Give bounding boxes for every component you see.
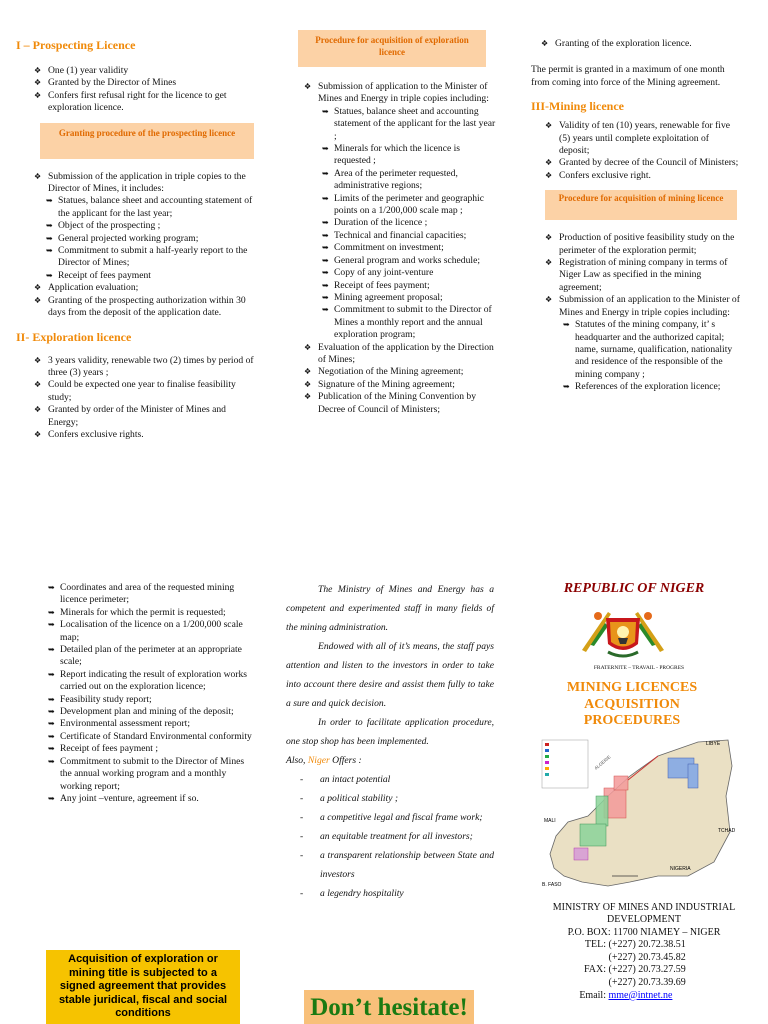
also-line (286, 751, 494, 770)
column-2 (298, 30, 496, 416)
map-label-mali: MALI (544, 817, 556, 824)
list-item: ➥ General projected working program; (46, 233, 256, 245)
email-line (574, 990, 768, 1003)
column-1 (16, 38, 256, 441)
list-item: ❖ Application evaluation; (34, 282, 256, 294)
list-item: ➥ Commitment to submit to the Director of Mines the annual working program and a monthly working report; (48, 756, 258, 793)
list-item: ❖ Could be expected one year to finalise feasibility study; (34, 379, 256, 404)
exploration-title: II- Exploration licence (16, 329, 132, 344)
list-item: ❖ Granted by order of the Minister of Mines and Energy; (34, 404, 256, 429)
prospecting-procedure-box: Granting procedure of the prospecting licence (40, 123, 254, 159)
mining-licence-sub-list (48, 582, 258, 805)
also-prefix: Also, (286, 755, 306, 766)
list-item: ❖ Publication of the Mining Convention by Decree of Council of Ministers; (304, 391, 496, 416)
exploration-procedure-box: Procedure for acquisition of exploration licence (298, 30, 486, 67)
offer-text: a legendry hospitality (320, 888, 404, 899)
list-item: ➥ Receipt of fees payment; (322, 280, 496, 292)
list-item: ❖ Production of positive feasibility study on the perimeter of the exploration permit; (545, 232, 741, 257)
ministry-name: MINISTRY OF MINES AND INDUSTRIAL DEVELOPMENT (552, 901, 736, 926)
prospecting-procedure-list (34, 171, 256, 196)
list-item: ➥ Feasibility study report; (48, 694, 258, 706)
mining-licences-heading: MINING LICENCES ACQUISITION PROCEDURES (566, 680, 698, 728)
list-item: ➥ Receipt of fees payment (46, 270, 256, 282)
fax-line-2 (574, 977, 768, 990)
list-item: ➥ Limits of the perimeter and geographic points on a 1/200,000 scale map ; (322, 193, 496, 218)
exploration-sub-list (322, 106, 496, 342)
mining-bullets (545, 120, 741, 182)
list-item: ➥ Object of the prospecting ; (46, 220, 256, 232)
tel-line-2 (574, 952, 768, 965)
column-6 (520, 580, 768, 1002)
list-item: ➥ Copy of any joint-venture (322, 267, 496, 279)
list-item: ➥ Commitment to submit to the Director of Mines a monthly report and the annual exploration program; (322, 304, 496, 341)
list-item: ➥ Area of the perimeter requested, administrative regions; (322, 168, 496, 193)
mining-steps (545, 232, 741, 319)
map-label-bfaso: B. FASO (542, 881, 562, 888)
list-item: ➥ Coordinates and area of the requested mining licence perimeter; (48, 582, 258, 607)
list-item: ❖ Confers first refusal right for the licence to get exploration licence. (34, 90, 256, 115)
exploration-bullets (34, 355, 256, 442)
list-item: ❖ Granting of the exploration licence. (541, 38, 741, 50)
email-link[interactable]: mme@intnet.ne (608, 989, 673, 1001)
list-item: ❖ Confers exclusive right. (545, 170, 741, 182)
exploration-tail-list (304, 342, 496, 416)
map-label-tchad: TCHAD (718, 827, 736, 834)
list-item: ❖ Registration of mining company in terms of Niger Law as specified in the mining agreement; (545, 257, 741, 294)
mining-sub-list (563, 319, 741, 393)
staff-paragraph: The Ministry of Mines and Energy has a competent and experimented staff in many fields of the mining administration. (286, 584, 494, 633)
offer-text: a competitive legal and fiscal frame work; (320, 812, 483, 823)
list-item: ➥ Development plan and mining of the deposit; (48, 706, 258, 718)
tel-number-1: (+227) 20.72.38.51 (608, 939, 686, 951)
list-item: ➥ Environmental assessment report; (48, 718, 258, 730)
list-item: - a legendry hospitality (300, 888, 404, 899)
fax-line-1 (574, 964, 768, 977)
list-item: ➥ General program and works schedule; (322, 255, 496, 267)
tel-line-1 (574, 939, 768, 952)
tel-label: TEL: (584, 939, 606, 951)
list-item: ❖ Submission of the application in triple copies to the Director of Mines, it includes: (34, 171, 256, 196)
contact-block (520, 939, 768, 1002)
list-item: ➥ Detailed plan of the perimeter at an appropriate scale; (48, 644, 258, 669)
list-item: - a competitive legal and fiscal frame work; (300, 812, 483, 823)
fax-number-2: (+227) 20.73.39.69 (608, 977, 686, 989)
mining-title: III-Mining licence (531, 99, 624, 114)
republic-title: REPUBLIC OF NIGER (563, 581, 705, 596)
list-item: ➥ Localisation of the licence on a 1/200,000 scale map; (48, 619, 258, 644)
list-item: ❖ Confers exclusive rights. (34, 429, 256, 441)
list-item: ❖ Submission of application to the Minister of Mines and Energy in triple copies including: (304, 81, 496, 106)
list-item: - a political stability ; (300, 793, 399, 804)
list-item: ❖ Granted by decree of the Council of Ministers; (545, 157, 741, 169)
coat-of-arms-icon (578, 604, 668, 660)
prospecting-title: I – Prospecting Licence (16, 38, 136, 52)
fax-number-1: (+227) 20.73.27.59 (608, 964, 686, 976)
list-item: ➥ Statues, balance sheet and accounting statement of the applicant for the last year ; (322, 106, 496, 143)
dont-hesitate-banner: Don’t hesitate! (304, 990, 474, 1024)
offer-text: a political stability ; (320, 793, 399, 804)
list-item: ➥ Report indicating the result of exploration works carried out on the exploration licence; (48, 669, 258, 694)
granting-list (541, 38, 741, 50)
column-5 (286, 580, 494, 903)
list-item: ➥ Minerals for which the permit is requested; (48, 607, 258, 619)
list-item: - a transparent relationship between State and investors (300, 850, 494, 880)
prospecting-bullets (34, 65, 256, 115)
list-item: - an intact potential (300, 774, 391, 785)
list-item: ➥ Commitment on investment; (322, 242, 496, 254)
prospecting-sub-list (46, 195, 256, 282)
column-3 (531, 38, 741, 394)
list-item: ➥ Statues, balance sheet and accounting statement of the applicant for the last year; (46, 195, 256, 220)
tel-number-2: (+227) 20.73.45.82 (608, 951, 686, 963)
list-item: ❖ One (1) year validity (34, 65, 256, 77)
map-label-nigeria: NIGERIA (670, 865, 691, 872)
one-stop-paragraph: In order to facilitate application procedure, one stop shop has been implemented. (286, 717, 494, 747)
list-item: ➥ References of the exploration licence; (563, 381, 741, 393)
list-item: ❖ Submission of an application to the Minister of Mines and Energy in triple copies including: (545, 294, 741, 319)
list-item: ➥ Statutes of the mining company, it’ s headquarter and the authorized capital; name, surname, qualification, nationality and residence of the responsible of the mining company ; (563, 319, 741, 381)
list-item: ➥ Duration of the licence ; (322, 217, 496, 229)
national-motto: FRATERNITE – TRAVAIL - PROGRES (593, 665, 685, 671)
email-label: Email: (579, 989, 606, 1001)
list-item: - an equitable treatment for all investors; (300, 831, 473, 842)
list-item: ❖ Evaluation of the application by the Direction of Mines; (304, 342, 496, 367)
niger-map (538, 736, 740, 898)
coat-of-arms (578, 604, 668, 660)
offer-text: an intact potential (320, 774, 391, 785)
offer-text: a transparent relationship between State and investors (320, 850, 494, 880)
list-item: ❖ Signature of the Mining agreement; (304, 379, 496, 391)
column-4 (48, 582, 258, 805)
list-item: ➥ Technical and financial capacities; (322, 230, 496, 242)
list-item: ➥ Commitment to submit a half-yearly report to the Director of Mines; (46, 245, 256, 270)
offers-word: Offers : (332, 755, 362, 766)
means-paragraph: Endowed with all of it’s means, the staff pays attention and listen to the investors in order to take into account there desire and assist them fully to take a sure and quick decision. (286, 641, 494, 709)
agreement-callout: Acquisition of exploration or mining title is subjected to a signed agreement that provides stable juridical, fiscal and social conditions (46, 950, 240, 1024)
offer-text: an equitable treatment for all investors; (320, 831, 473, 842)
list-item: ➥ Mining agreement proposal; (322, 292, 496, 304)
list-item: ➥ Receipt of fees payment ; (48, 743, 258, 755)
offers-list (286, 770, 494, 903)
list-item: ➥ Minerals for which the licence is requested ; (322, 143, 496, 168)
list-item: ❖ Validity of ten (10) years, renewable for five (5) years until complete exploitation of deposit; (545, 120, 741, 157)
permit-text: The permit is granted in a maximum of one month from coming into force of the Mining agreement. (531, 64, 725, 88)
po-box: P.O. BOX: 11700 NIAMEY – NIGER (567, 926, 721, 938)
map-label-libye: LIBYE (706, 740, 721, 747)
list-item: ➥ Any joint –venture, agreement if so. (48, 793, 258, 805)
map-label-algerie: ALGERIE (593, 753, 612, 771)
list-item: ❖ Negotiation of the Mining agreement; (304, 366, 496, 378)
list-item: ❖ Granting of the prospecting authorization within 30 days from the deposit of the application date. (34, 295, 256, 320)
list-item: ➥ Certificate of Standard Environmental conformity (48, 731, 258, 743)
list-item: ❖ 3 years validity, renewable two (2) times by period of three (3) years ; (34, 355, 256, 380)
fax-label: FAX: (583, 964, 606, 976)
prospecting-tail-list (34, 282, 256, 319)
niger-word: Niger (307, 755, 330, 766)
list-item: ❖ Granted by the Director of Mines (34, 77, 256, 89)
exploration-procedure-list (304, 81, 496, 106)
mining-procedure-box: Procedure for acquisition of mining licence (545, 190, 737, 220)
niger-map-image (538, 736, 740, 898)
